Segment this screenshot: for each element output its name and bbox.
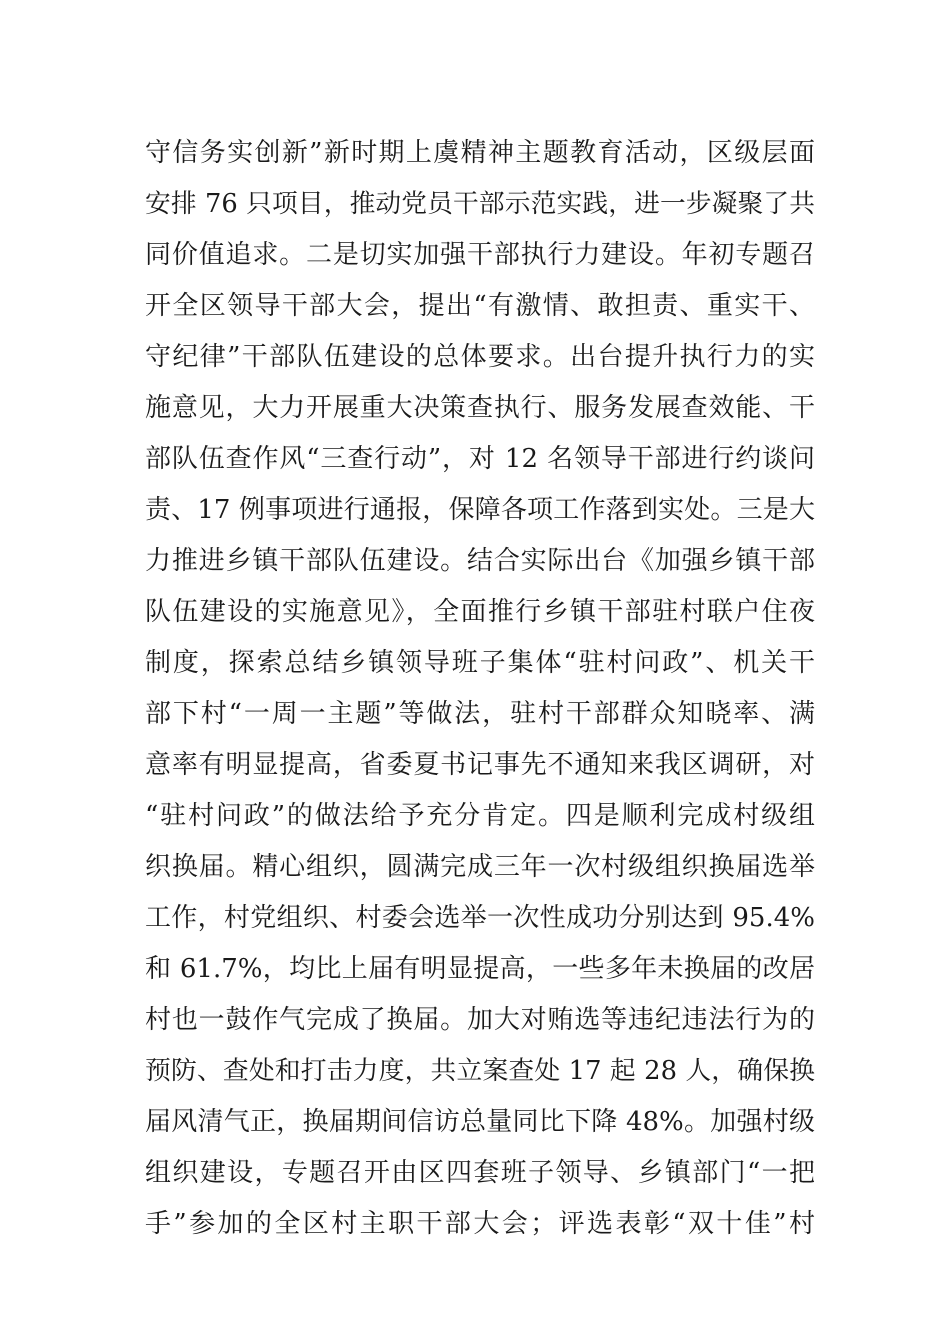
text-line: 队伍建设的实施意见》，全面推行乡镇干部驻村联户住夜 (145, 597, 815, 627)
text-line: 同价值追求。二是切实加强干部执行力建设。年初专题召 (145, 240, 815, 270)
text-line: 施意见，大力开展重大决策查执行、服务发展查效能、干 (145, 393, 815, 423)
text-line: 预防、查处和打击力度，共立案查处 17 起 28 人，确保换 (145, 1056, 815, 1086)
text-line: 工作，村党组织、村委会选举一次性成功分别达到 95.4% (145, 903, 815, 933)
text-line: 制度，探索总结乡镇领导班子集体“驻村问政”、机关干 (145, 648, 815, 678)
text-line: 组织建设，专题召开由区四套班子领导、乡镇部门“一把 (145, 1158, 815, 1188)
text-line: 意率有明显提高，省委夏书记事先不通知来我区调研，对 (145, 750, 815, 780)
text-line: 安排 76 只项目，推动党员干部示范实践，进一步凝聚了共 (145, 189, 815, 219)
text-line: 力推进乡镇干部队伍建设。结合实际出台《加强乡镇干部 (145, 546, 815, 576)
text-line: 部队伍查作风“三查行动”，对 12 名领导干部进行约谈问 (145, 444, 815, 474)
text-line: 责、17 例事项进行通报，保障各项工作落到实处。三是大 (145, 495, 815, 525)
body-text (145, 128, 815, 1250)
text-line: 开全区领导干部大会，提出“有激情、敢担责、重实干、 (145, 291, 815, 321)
text-line: 届风清气正，换届期间信访总量同比下降 48%。加强村级 (145, 1107, 815, 1137)
text-line: 守信务实创新”新时期上虞精神主题教育活动，区级层面 (145, 138, 815, 168)
text-line: 和 61.7%，均比上届有明显提高，一些多年未换届的改居 (145, 954, 815, 984)
text-line: 守纪律”干部队伍建设的总体要求。出台提升执行力的实 (145, 342, 815, 372)
text-line: “驻村问政”的做法给予充分肯定。四是顺利完成村级组 (145, 801, 815, 831)
text-line: 部下村“一周一主题”等做法，驻村干部群众知晓率、满 (145, 699, 815, 729)
text-line: 织换届。精心组织，圆满完成三年一次村级组织换届选举 (145, 852, 815, 882)
text-line: 村也一鼓作气完成了换届。加大对贿选等违纪违法行为的 (145, 1005, 815, 1035)
text-line: 手”参加的全区村主职干部大会；评选表彰“双十佳”村 (145, 1209, 815, 1239)
